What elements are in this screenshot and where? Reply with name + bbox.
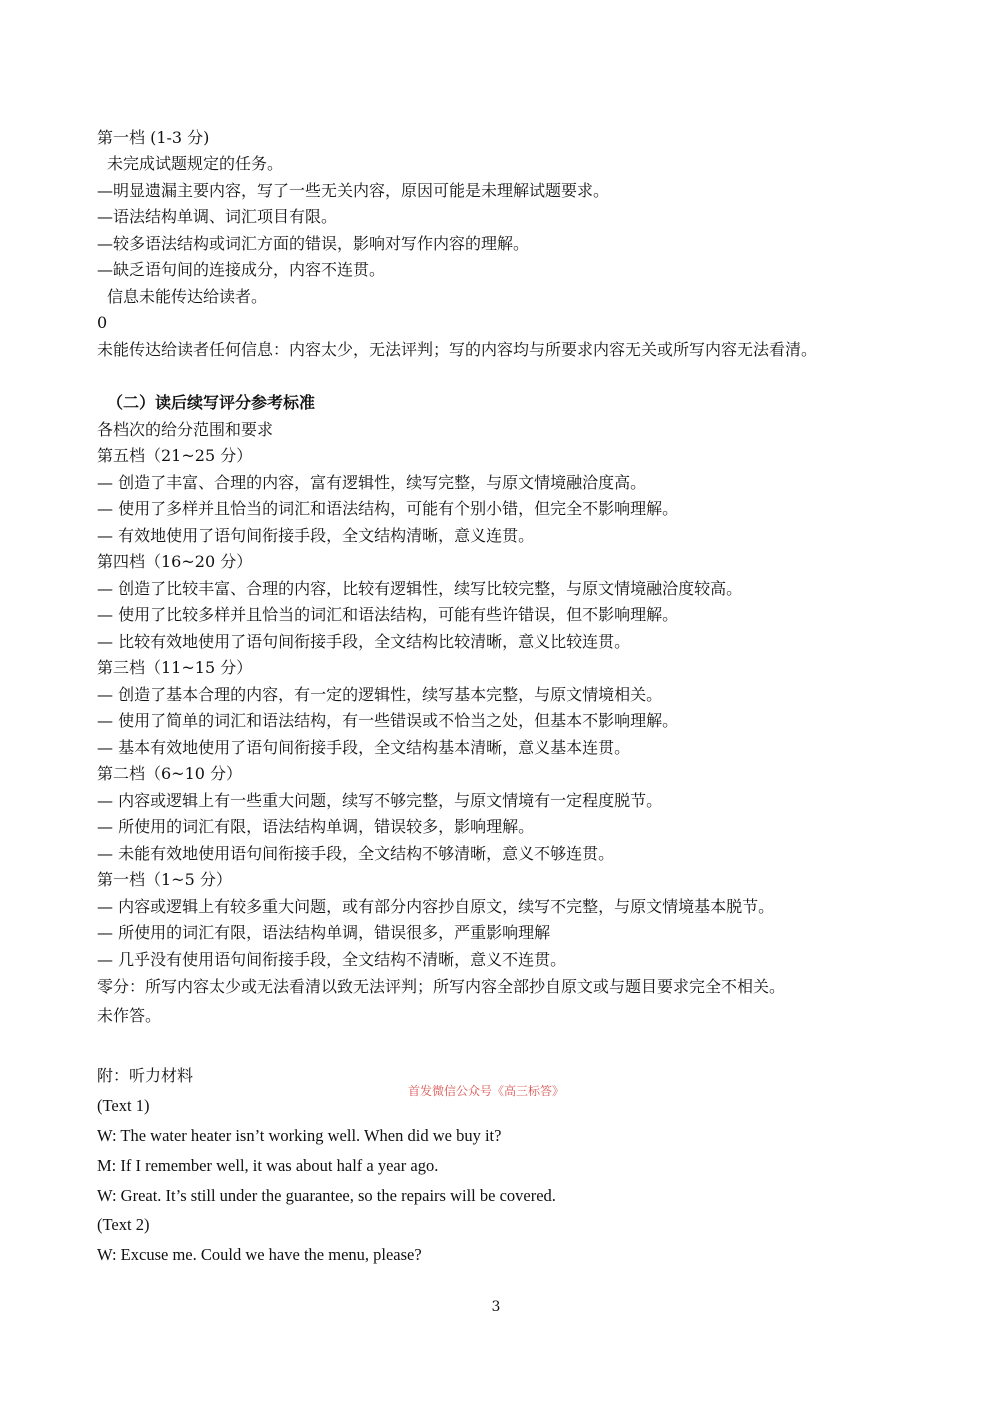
band-title: 第二档（6~10 分） xyxy=(97,764,243,783)
writing-band1-line: 未完成试题规定的任务。 xyxy=(107,154,284,173)
page-number: 3 xyxy=(491,1299,501,1315)
no-answer-rule: 未作答。 xyxy=(97,1006,162,1025)
writing-band1-title: 第一档 (1-3 分) xyxy=(97,128,210,147)
dialogue-line: M: If I remember well, it was about half a year ago. xyxy=(97,1156,439,1175)
zero-score-description: 未能传达给读者任何信息：内容太少，无法评判；写的内容均与所要求内容无关或所写内容无法看清。 xyxy=(97,340,818,359)
band-criterion: — 创造了基本合理的内容，有一定的逻辑性，续写基本完整，与原文情境相关。 xyxy=(97,685,663,704)
zero-score-rule: 零分：所写内容太少或无法看清以致无法评判；所写内容全部抄自原文或与题目要求完全不相关。 xyxy=(97,977,786,996)
band-title: 第四档（16~20 分） xyxy=(97,552,253,571)
writing-band1-line: —明显遗漏主要内容，写了一些无关内容，原因可能是未理解试题要求。 xyxy=(97,181,610,200)
band-criterion: — 所使用的词汇有限，语法结构单调，错误很多，严重影响理解 xyxy=(97,923,551,942)
dialogue-line: W: Excuse me. Could we have the menu, please? xyxy=(97,1245,422,1264)
band-criterion: — 基本有效地使用了语句间衔接手段，全文结构基本清晰，意义基本连贯。 xyxy=(97,738,631,757)
text2-label: (Text 2) xyxy=(97,1215,150,1234)
band-criterion: — 未能有效地使用语句间衔接手段，全文结构不够清晰，意义不够连贯。 xyxy=(97,844,615,863)
band-criterion: — 使用了简单的词汇和语法结构，有一些错误或不恰当之处，但基本不影响理解。 xyxy=(97,711,679,730)
band-criterion: — 使用了比较多样并且恰当的词汇和语法结构，可能有些许错误，但不影响理解。 xyxy=(97,605,679,624)
band-criterion: — 内容或逻辑上有一些重大问题，续写不够完整，与原文情境有一定程度脱节。 xyxy=(97,791,663,810)
appendix-title: 附：听力材料 xyxy=(97,1066,194,1085)
band-criterion: — 几乎没有使用语句间衔接手段，全文结构不清晰，意义不连贯。 xyxy=(97,950,567,969)
section-subheading: 各档次的给分范围和要求 xyxy=(97,420,274,439)
band-criterion: — 比较有效地使用了语句间衔接手段，全文结构比较清晰，意义比较连贯。 xyxy=(97,632,631,651)
writing-band1-line: 信息未能传达给读者。 xyxy=(107,287,268,306)
band-criterion: — 使用了多样并且恰当的词汇和语法结构，可能有个别小错，但完全不影响理解。 xyxy=(97,499,679,518)
band-criterion: — 创造了丰富、合理的内容，富有逻辑性，续写完整，与原文情境融洽度高。 xyxy=(97,473,647,492)
band-title: 第三档（11~15 分） xyxy=(97,658,253,677)
writing-band1-line: —语法结构单调、词汇项目有限。 xyxy=(97,207,338,226)
band-criterion: — 创造了比较丰富、合理的内容，比较有逻辑性，续写比较完整，与原文情境融洽度较高。 xyxy=(97,579,743,598)
zero-score-title: 0 xyxy=(97,313,108,332)
dialogue-line: W: The water heater isn’t working well. When did we buy it? xyxy=(97,1126,502,1145)
section-heading: （二）读后续写评分参考标准 xyxy=(107,393,316,412)
dialogue-line: W: Great. It’s still under the guarantee, so the repairs will be covered. xyxy=(97,1186,556,1205)
writing-band1-line: —较多语法结构或词汇方面的错误，影响对写作内容的理解。 xyxy=(97,234,530,253)
watermark: 首发微信公众号《高三标答》 xyxy=(408,1084,565,1098)
band-criterion: — 内容或逻辑上有较多重大问题，或有部分内容抄自原文，续写不完整，与原文情境基本脱节。 xyxy=(97,897,775,916)
band-criterion: — 有效地使用了语句间衔接手段，全文结构清晰，意义连贯。 xyxy=(97,526,535,545)
band-title: 第五档（21~25 分） xyxy=(97,446,253,465)
band-title: 第一档（1~5 分） xyxy=(97,870,232,889)
band-criterion: — 所使用的词汇有限，语法结构单调，错误较多，影响理解。 xyxy=(97,817,535,836)
text1-label: (Text 1) xyxy=(97,1096,150,1115)
writing-band1-line: —缺乏语句间的连接成分，内容不连贯。 xyxy=(97,260,386,279)
